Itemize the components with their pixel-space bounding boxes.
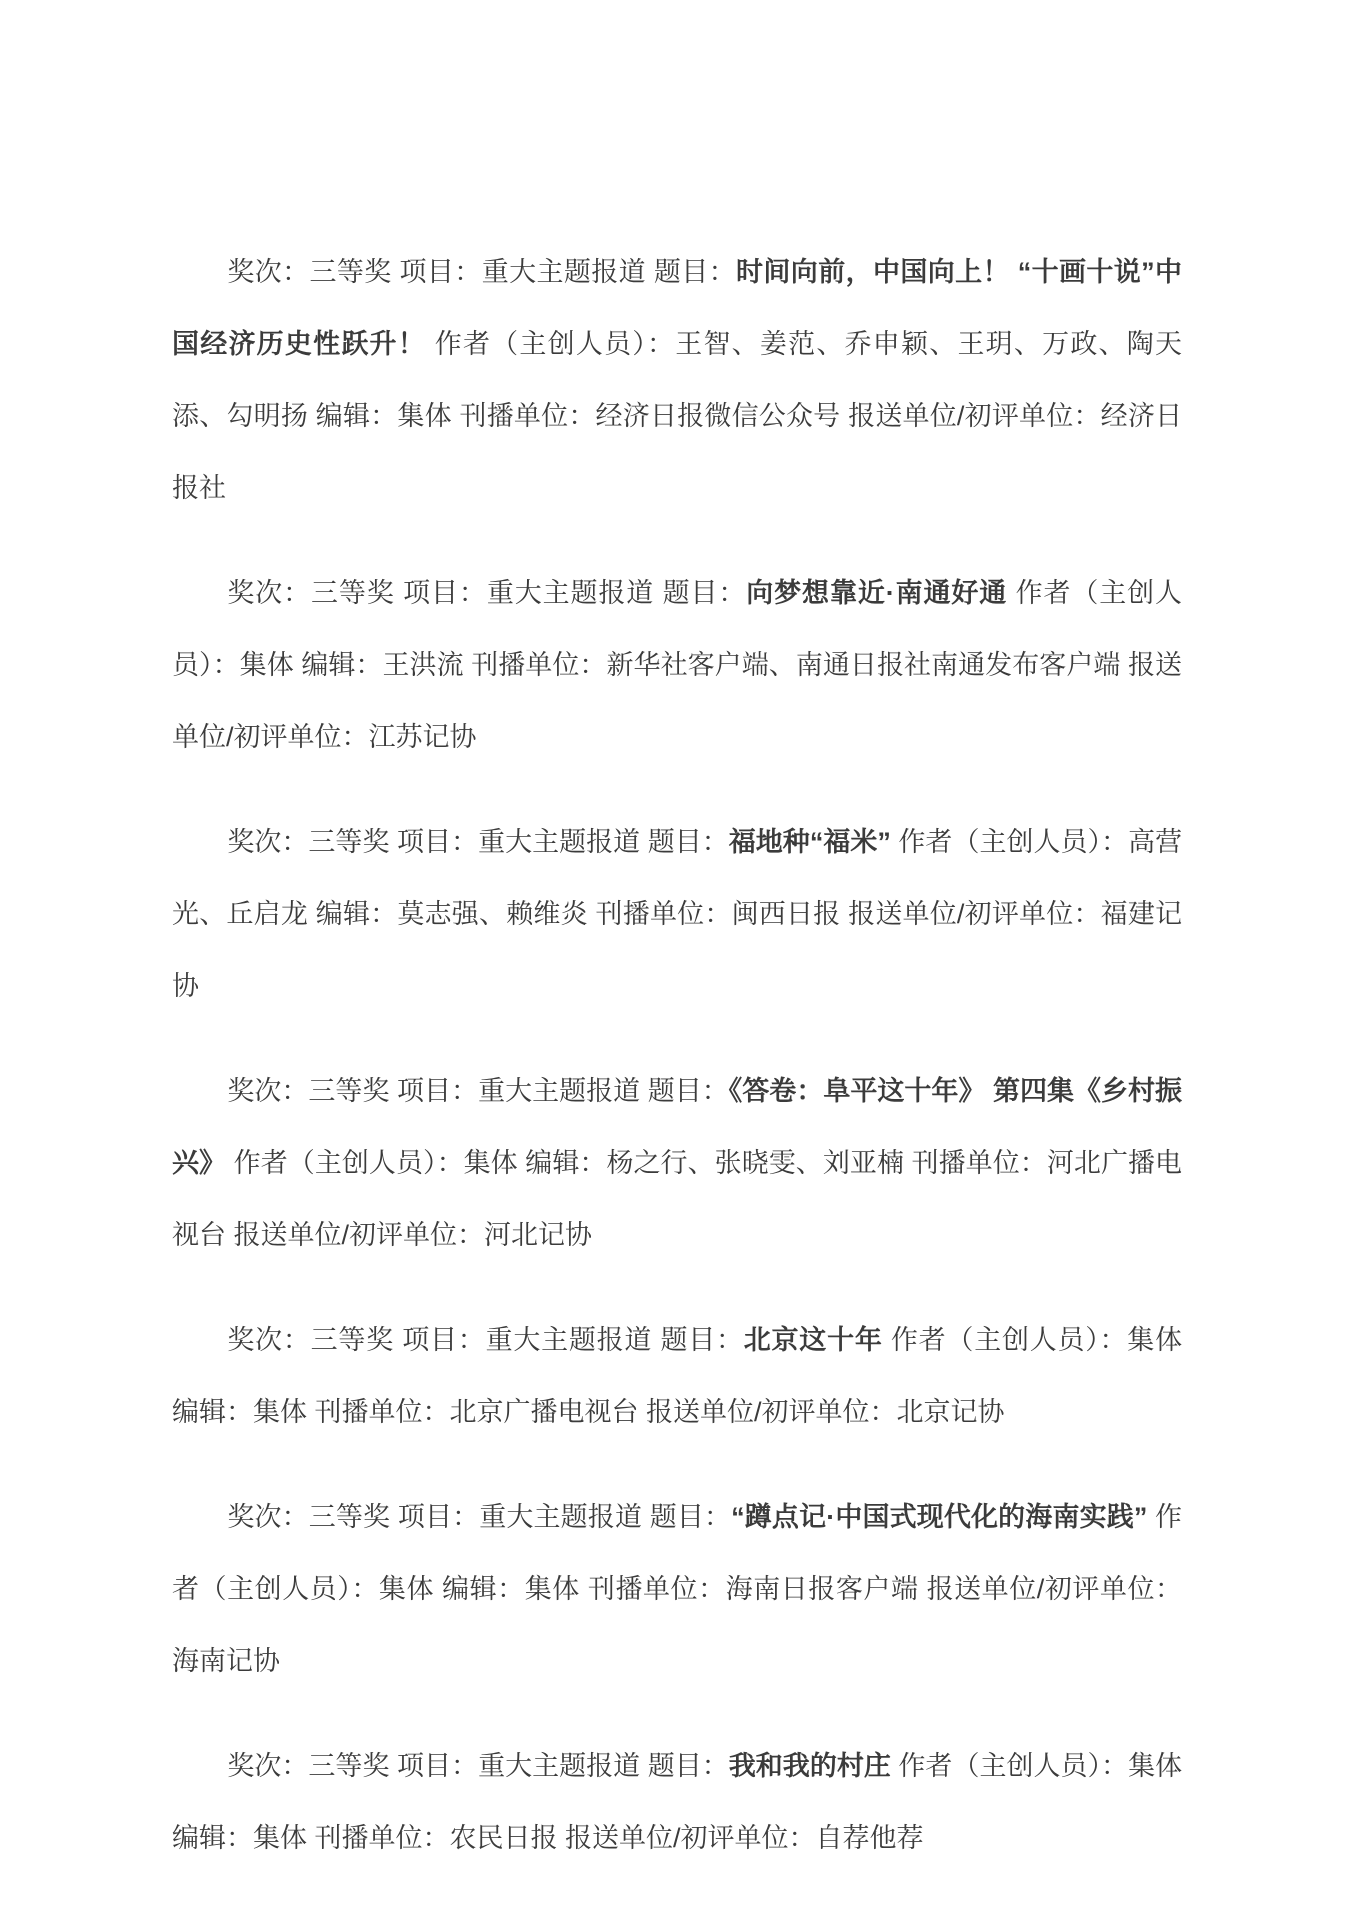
award-entry bbox=[172, 806, 1182, 1022]
field-title-value: 北京这十年 bbox=[743, 1325, 883, 1355]
field-editor-label: 编辑： bbox=[315, 401, 398, 431]
field-category-value: 重大主题报道 bbox=[486, 578, 655, 608]
award-list bbox=[172, 236, 1182, 1874]
field-award-label: 奖次： bbox=[227, 1325, 311, 1355]
field-award-label: 奖次： bbox=[227, 578, 312, 608]
field-submitter-label: 报送单位/初评单位： bbox=[848, 401, 1101, 431]
field-category-value: 重大主题报道 bbox=[481, 257, 646, 287]
field-title-label: 题目： bbox=[653, 257, 737, 287]
field-publisher-label: 刊播单位： bbox=[587, 1574, 726, 1604]
field-editor-label: 编辑： bbox=[442, 1574, 525, 1604]
field-award-value: 三等奖 bbox=[308, 1502, 391, 1532]
field-authors-value: 集体 bbox=[239, 650, 294, 680]
field-authors-value: 集体 bbox=[463, 1148, 518, 1178]
field-publisher-label: 刊播单位： bbox=[459, 401, 596, 431]
field-category-value: 重大主题报道 bbox=[479, 1502, 643, 1532]
field-editor-label: 编辑： bbox=[301, 650, 383, 680]
field-submitter-label: 报送单位/初评单位： bbox=[848, 899, 1101, 929]
field-authors-label: 作者（主创人员）： bbox=[898, 827, 1129, 857]
field-award-label: 奖次： bbox=[227, 1076, 309, 1106]
field-submitter-value: 江苏记协 bbox=[368, 722, 477, 752]
field-category-label: 项目： bbox=[402, 1325, 486, 1355]
award-entry bbox=[172, 236, 1182, 524]
field-title-label: 题目： bbox=[647, 827, 729, 857]
field-award-value: 三等奖 bbox=[308, 1751, 390, 1781]
field-publisher-value: 北京广播电视台 bbox=[449, 1397, 639, 1427]
field-publisher-value: 河北广播电视台 bbox=[172, 1148, 1183, 1250]
field-publisher-value: 闽西日报 bbox=[731, 899, 841, 929]
field-award-value: 三等奖 bbox=[310, 1325, 394, 1355]
field-title-label: 题目： bbox=[647, 1076, 729, 1106]
field-title-label: 题目： bbox=[662, 578, 747, 608]
field-submitter-value: 河北记协 bbox=[484, 1220, 593, 1250]
field-submitter-label: 报送单位/初评单位： bbox=[233, 1220, 485, 1250]
field-editor-value: 集体 bbox=[253, 1397, 307, 1427]
field-category-label: 项目： bbox=[399, 257, 482, 287]
field-category-value: 重大主题报道 bbox=[478, 1076, 641, 1106]
field-title-value: 时间向前，中国向上！ “十画十说”中国经济历史性跃升！ bbox=[172, 257, 1183, 359]
field-authors-value: 集体 bbox=[1127, 1325, 1183, 1355]
field-title-label: 题目： bbox=[647, 1751, 729, 1781]
field-editor-label: 编辑： bbox=[172, 1397, 253, 1427]
field-publisher-value: 海南日报客户端 bbox=[725, 1574, 919, 1604]
award-entry bbox=[172, 1481, 1182, 1697]
field-authors-value: 集体 bbox=[378, 1574, 435, 1604]
field-award-value: 三等奖 bbox=[308, 827, 390, 857]
field-editor-label: 编辑： bbox=[172, 1823, 253, 1853]
field-title-value: 我和我的村庄 bbox=[728, 1751, 891, 1781]
field-editor-label: 编辑： bbox=[525, 1148, 607, 1178]
field-category-label: 项目： bbox=[397, 1751, 479, 1781]
field-authors-label: 作者（主创人员）： bbox=[172, 1502, 1182, 1604]
field-authors-value: 集体 bbox=[1128, 1751, 1183, 1781]
field-authors-value: 高营光、丘启龙 bbox=[172, 827, 1183, 929]
field-category-label: 项目： bbox=[397, 1502, 480, 1532]
field-submitter-label: 报送单位/初评单位： bbox=[172, 650, 1183, 752]
field-editor-label: 编辑： bbox=[315, 899, 398, 929]
field-publisher-label: 刊播单位： bbox=[314, 1823, 450, 1853]
field-category-value: 重大主题报道 bbox=[478, 1751, 641, 1781]
field-publisher-label: 刊播单位： bbox=[314, 1397, 450, 1427]
field-authors-label: 作者（主创人员）： bbox=[172, 578, 1183, 680]
field-title-value: 福地种“福米” bbox=[728, 827, 891, 857]
field-submitter-value: 海南记协 bbox=[172, 1646, 280, 1676]
field-submitter-label: 报送单位/初评单位： bbox=[646, 1397, 897, 1427]
field-publisher-value: 经济日报微信公众号 bbox=[595, 401, 841, 431]
award-entry bbox=[172, 1730, 1182, 1874]
field-category-label: 项目： bbox=[403, 578, 487, 608]
field-editor-value: 杨之行、张晓雯、刘亚楠 bbox=[606, 1148, 905, 1178]
field-submitter-label: 报送单位/初评单位： bbox=[565, 1823, 816, 1853]
field-category-label: 项目： bbox=[397, 1076, 479, 1106]
field-title-label: 题目： bbox=[660, 1325, 744, 1355]
field-submitter-value: 北京记协 bbox=[896, 1397, 1005, 1427]
field-authors-label: 作者（主创人员）： bbox=[898, 1751, 1129, 1781]
field-award-label: 奖次： bbox=[227, 257, 310, 287]
field-publisher-label: 刊播单位： bbox=[595, 899, 732, 929]
field-title-label: 题目： bbox=[649, 1502, 732, 1532]
field-authors-label: 作者（主创人员）： bbox=[890, 1325, 1128, 1355]
field-editor-value: 王洪流 bbox=[382, 650, 464, 680]
field-award-label: 奖次： bbox=[227, 1502, 309, 1532]
award-entry bbox=[172, 1304, 1182, 1448]
field-editor-value: 集体 bbox=[253, 1823, 307, 1853]
field-category-value: 重大主题报道 bbox=[485, 1325, 653, 1355]
field-editor-value: 莫志强、赖维炎 bbox=[397, 899, 588, 929]
field-title-value: 向梦想靠近·南通好通 bbox=[746, 578, 1008, 608]
field-editor-value: 集体 bbox=[397, 401, 452, 431]
field-submitter-value: 自荐他荐 bbox=[815, 1823, 924, 1853]
field-publisher-label: 刊播单位： bbox=[911, 1148, 1047, 1178]
field-authors-value: 王智、姜范、乔申颖、王玥、万政、陶天添、勾明扬 bbox=[172, 329, 1183, 431]
field-authors-label: 作者（主创人员）： bbox=[233, 1148, 464, 1178]
field-authors-label: 作者（主创人员）： bbox=[434, 329, 676, 359]
field-title-value: “蹲点记·中国式现代化的海南实践” bbox=[731, 1502, 1148, 1532]
field-submitter-value: 经济日报社 bbox=[172, 401, 1183, 503]
field-publisher-value: 新华社客户端、南通日报社南通发布客户端 bbox=[606, 650, 1121, 680]
field-submitter-label: 报送单位/初评单位： bbox=[926, 1574, 1183, 1604]
field-award-label: 奖次： bbox=[227, 827, 309, 857]
award-entry bbox=[172, 557, 1182, 773]
field-award-label: 奖次： bbox=[227, 1751, 309, 1781]
field-publisher-label: 刊播单位： bbox=[471, 650, 607, 680]
award-entry bbox=[172, 1055, 1182, 1271]
field-award-value: 三等奖 bbox=[309, 257, 392, 287]
field-award-value: 三等奖 bbox=[308, 1076, 390, 1106]
field-award-value: 三等奖 bbox=[311, 578, 395, 608]
field-editor-value: 集体 bbox=[524, 1574, 580, 1604]
field-publisher-value: 农民日报 bbox=[449, 1823, 558, 1853]
field-category-value: 重大主题报道 bbox=[478, 827, 641, 857]
field-category-label: 项目： bbox=[397, 827, 479, 857]
field-title-value: 《答卷：阜平这十年》 第四集《乡村振兴》 bbox=[172, 1076, 1183, 1178]
field-submitter-value: 福建记协 bbox=[172, 899, 1183, 1001]
